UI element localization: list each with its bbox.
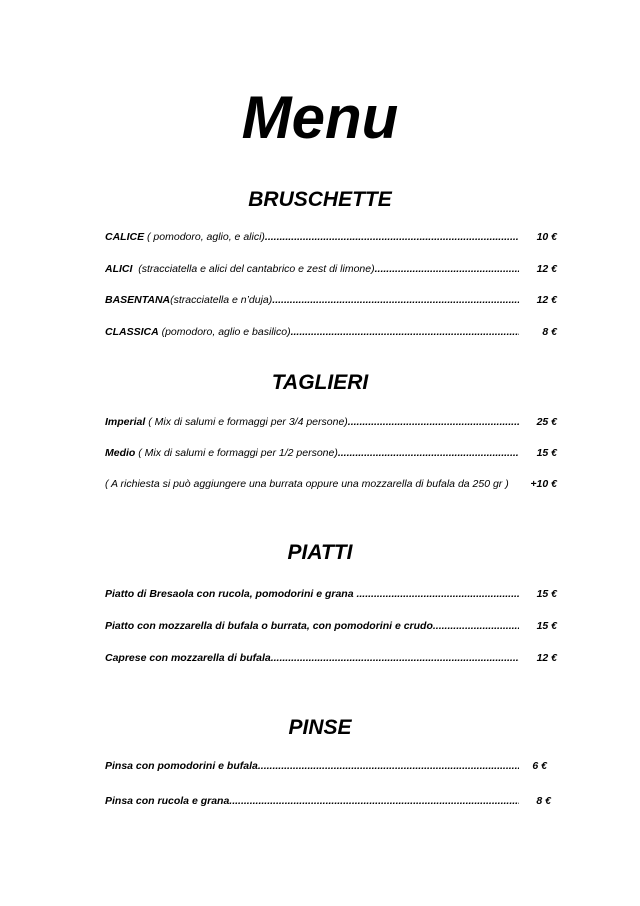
section-heading-piatti: PIATTI (287, 541, 353, 564)
item-price: 8 € (536, 795, 551, 807)
item-price: 12 € (536, 263, 557, 275)
item-name: BASENTANA (105, 294, 171, 306)
item-name: CLASSICA (105, 326, 159, 338)
item-price: 15 € (536, 447, 557, 459)
menu-note (105, 476, 557, 492)
item-desc: (stracciatella e n’duja) (170, 294, 273, 306)
menu-item (105, 650, 557, 666)
item-price: 10 € (536, 231, 557, 243)
menu-item (105, 445, 557, 461)
note-text: ( A richiesta si può aggiungere una burrata oppure una mozzarella di bufala da 250 gr ) (105, 478, 509, 490)
section-heading-taglieri: TAGLIERI (271, 371, 369, 394)
item-name: CALICE (105, 231, 145, 243)
item-price: 12 € (536, 652, 557, 664)
note-price: +10 € (530, 478, 557, 490)
item-desc: ( Mix di salumi e formaggi per 3/4 persone) (145, 416, 348, 428)
item-price: 15 € (536, 620, 557, 632)
menu-item (105, 618, 557, 634)
item-desc: ( Mix di salumi e formaggi per 1/2 persone) (135, 447, 338, 459)
item-desc: (pomodoro, aglio e basilico) (158, 326, 291, 338)
item-price: 15 € (536, 588, 557, 600)
section-heading-bruschette: BRUSCHETTE (248, 188, 392, 211)
item-desc: Piatto con mozzarella di bufala o burrata, con pomodorini e crudo (105, 620, 433, 632)
menu-item (105, 414, 557, 430)
item-desc: (stracciatella e alici del cantabrico e zest di limone) (132, 263, 375, 275)
menu-item (105, 229, 557, 245)
section-heading-pinse: PINSE (288, 716, 352, 739)
menu-title: Menu (241, 84, 399, 151)
menu-item (105, 292, 557, 308)
item-name: Medio (105, 447, 136, 459)
item-name: ALICI (105, 263, 133, 275)
item-price: 12 € (536, 294, 557, 306)
item-price: 25 € (536, 416, 557, 428)
menu-item (105, 324, 557, 340)
item-name: Imperial (105, 416, 146, 428)
menu-item (105, 261, 557, 277)
menu-item (105, 586, 557, 602)
item-desc: Caprese con mozzarella di bufala (105, 652, 271, 664)
menu-item (105, 758, 557, 774)
menu-item (105, 793, 557, 809)
item-desc: Pinsa con pomodorini e bufala (105, 760, 258, 772)
item-desc: Pinsa con rucola e grana (105, 795, 230, 807)
item-desc: Piatto di Bresaola con rucola, pomodorini e grana (105, 588, 357, 600)
item-price: 8 € (542, 326, 557, 338)
item-desc: ( pomodoro, aglio, e alici) (144, 231, 265, 243)
item-price: 6 € (532, 760, 547, 772)
